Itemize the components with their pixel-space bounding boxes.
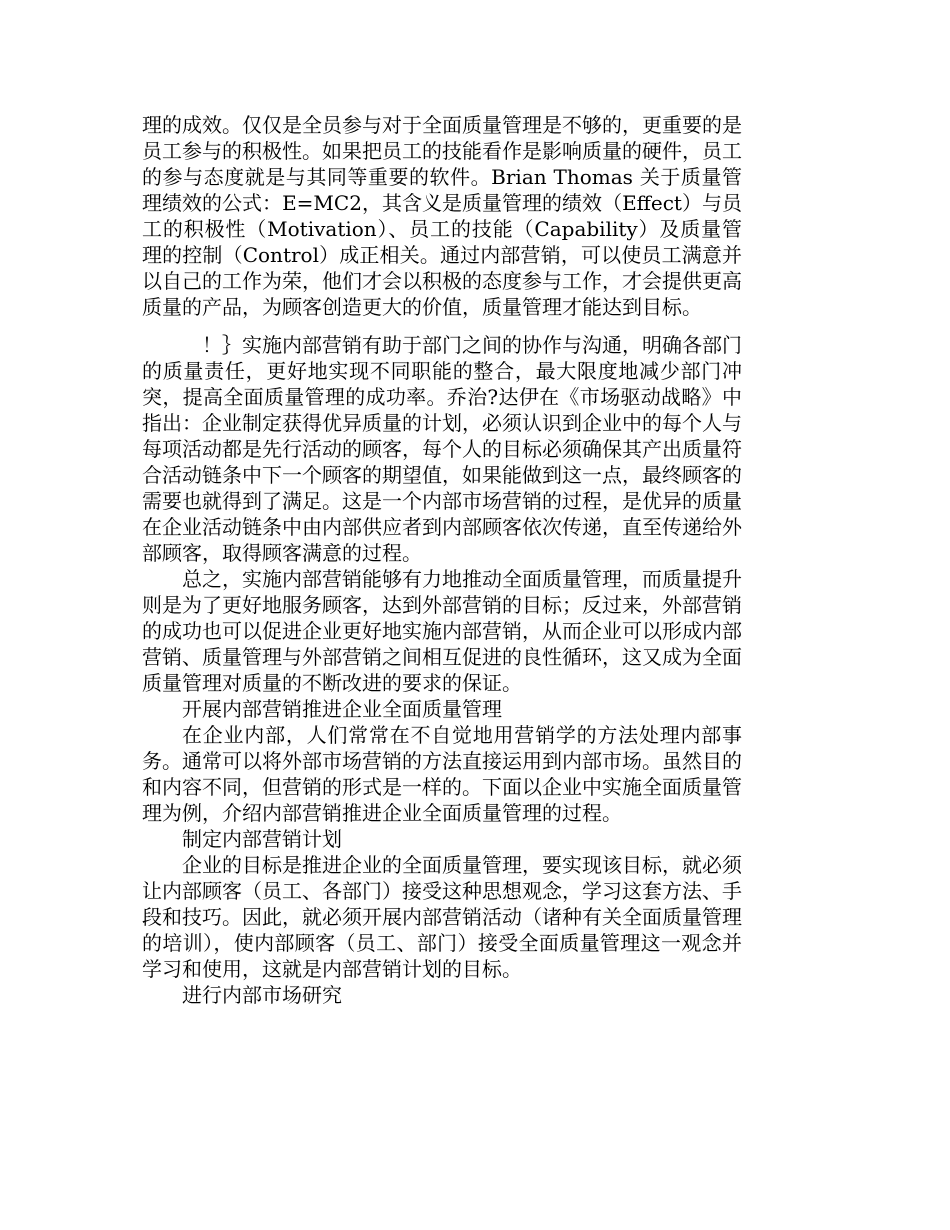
section-heading-market-research: 进行内部市场研究 (182, 983, 342, 1007)
document-body (142, 112, 742, 1008)
paragraph-department-cooperation: ！｝实施内部营销有助于部门之间的协作与沟通，明确各部门的质量责任，更好地实现不同职能的整合，最大限度地减少部门冲突，提高全面质量管理的成功率。乔治?达伊在《市场驱动战略》中指出：企业制定获得优异质量的计划，必须认识到企业中的每个人与每项活动都是先行活动的顾客，每个人的目标必须确保其产出质量符合活动链条中下一个顾客的期望值，如果能做到这一点，最终顾客的需要也就得到了满足。这是一个内部市场营销的过程，是优异的质量在企业活动链条中由内部供应者到内部顾客依次传递，直至传递给外部顾客，取得顾客满意的过程。 (142, 333, 742, 565)
section-heading-internal-marketing: 开展内部营销推进企业全面质量管理 (182, 697, 502, 721)
paragraph-enterprise-goal: 企业的目标是推进企业的全面质量管理，要实现该目标，就必须让内部顾客（员工、各部门）接受这种思想观念，学习这套方法、手段和技巧。因此，就必须开展内部营销活动（诸种有关全面质量管理的培训），使内部顾客（员工、部门）接受全面质量管理这一观念并学习和使用，这就是内部营销计划的目标。 (142, 853, 742, 981)
paragraph-internal-affairs: 在企业内部，人们常常在不自觉地用营销学的方法处理内部事务。通常可以将外部市场营销的方法直接运用到内部市场。虽然目的和内容不同，但营销的形式是一样的。下面以企业中实施全面质量管理为例，介绍内部营销推进企业全面质量管理的过程。 (142, 723, 742, 825)
section-heading-marketing-plan: 制定内部营销计划 (182, 827, 342, 851)
paragraph-summary: 总之，实施内部营销能够有力地推动全面质量管理，而质量提升则是为了更好地服务顾客，达到外部营销的目标；反过来，外部营销的成功也可以促进企业更好地实施内部营销，从而企业可以形成内部营销、质量管理与外部营销之间相互促进的良性循环，这又成为全面质量管理对质量的不断改进的要求的保证。 (142, 567, 742, 695)
paragraph-quality-performance: 理的成效。仅仅是全员参与对于全面质量管理是不够的，更重要的是员工参与的积极性。如果把员工的技能看作是影响质量的硬件，员工的参与态度就是与其同等重要的软件。Brian Thomas 关于质量管理绩效的公式：E=MC2，其含义是质量管理的绩效（Effect）与员工的积极性（Motivation）、员工的技能（Capability）及质量管理的控制（Control）成正相关。通过内部营销，可以使员工满意并以自己的工作为荣，他们才会以积极的态度参与工作，才会提供更高质量的产品，为顾客创造更大的价值，质量管理才能达到目标。 (142, 113, 742, 319)
